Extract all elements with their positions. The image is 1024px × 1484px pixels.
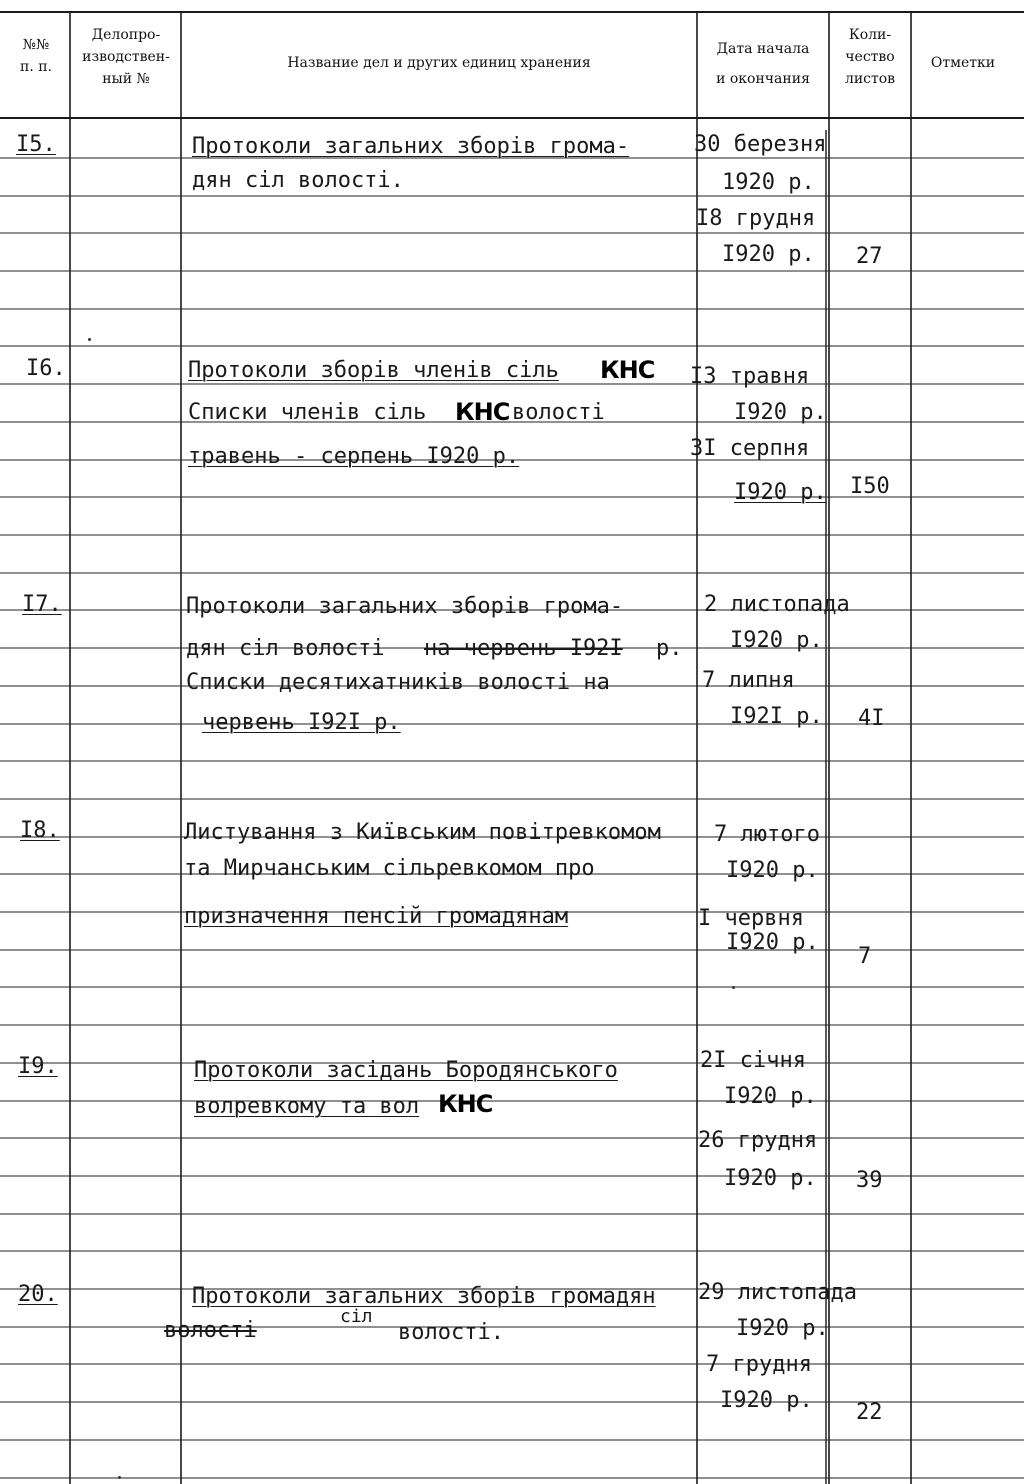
entry-17-sheets: 4I bbox=[858, 706, 885, 731]
entry-18-sheets: 7 bbox=[858, 944, 872, 969]
entry-19-end-year: I920 р. bbox=[724, 1166, 817, 1191]
entry-15-start-year: 1920 р. bbox=[722, 170, 815, 195]
entry-15-sheets: 27 bbox=[856, 244, 883, 269]
entry-16-title-line-1: Протоколи зборів членів сіль bbox=[188, 358, 559, 383]
entry-16-number: I6. bbox=[26, 356, 66, 381]
entry-20-start-date: 29 листопада bbox=[698, 1280, 857, 1305]
entry-18-title-line-2: та Мирчанським сільревкомом про bbox=[184, 856, 595, 881]
entry-15-start-date: 30 березня bbox=[694, 132, 827, 157]
entry-18-title-line-3: призначення пенсій громадянам bbox=[184, 904, 569, 929]
entry-16-start-year: I920 р. bbox=[734, 400, 827, 425]
entry-16-title-line-3: травень - серпень I920 р. bbox=[188, 444, 520, 469]
entry-20-sheets: 22 bbox=[856, 1400, 883, 1425]
entry-17-title-tail: р. bbox=[656, 636, 683, 661]
ink-speck bbox=[732, 986, 735, 989]
entry-20-end-date: 7 грудня bbox=[706, 1352, 812, 1377]
entry-15-title-line-2: дян сіл волості. bbox=[192, 168, 404, 193]
entry-16-handwritten-kns-1: КНС bbox=[600, 356, 655, 384]
entry-19-end-date: 26 грудня bbox=[698, 1128, 818, 1153]
entry-17-struck-text: на червень I92I bbox=[424, 636, 623, 661]
entry-19-start-year: I920 р. bbox=[724, 1084, 817, 1109]
entry-20-end-year: I920 р. bbox=[720, 1388, 813, 1413]
entry-17-title-line-3: Списки десятихатників волості на bbox=[186, 670, 610, 695]
entry-17-title-line-1: Протоколи загальних зборів грома- bbox=[186, 594, 624, 619]
entry-20-number: 20. bbox=[18, 1282, 58, 1307]
entry-16-handwritten-kns-2: КНС bbox=[455, 398, 510, 426]
entry-17-end-date: 7 липня bbox=[702, 668, 795, 693]
entry-18-start-year: I920 р. bbox=[726, 858, 819, 883]
entry-16-end-date: 3I серпня bbox=[690, 436, 810, 461]
entry-19-sheets: 39 bbox=[856, 1168, 883, 1193]
entry-17-title-line-2: дян сіл волості bbox=[186, 636, 385, 661]
entry-20-struck-text: волості bbox=[164, 1318, 257, 1343]
entry-19-number: I9. bbox=[18, 1054, 58, 1079]
entry-19-handwritten-kns: КНС bbox=[438, 1090, 493, 1118]
entry-17-number: I7. bbox=[22, 592, 62, 617]
entry-18-title-line-1: Листування з Київським повітревкомом bbox=[184, 820, 661, 845]
entry-19-title-line-2: волревкому та вол bbox=[194, 1094, 420, 1119]
entry-18-end-year: I920 р. bbox=[726, 930, 819, 955]
entry-16-title-suffix: волості bbox=[512, 400, 605, 425]
entry-16-title-line-2: Списки членів сіль bbox=[188, 400, 427, 425]
entry-16-start-date: I3 травня bbox=[690, 364, 810, 389]
entry-18-start-date: 7 лютого bbox=[714, 822, 820, 847]
entry-15-end-year: I920 р. bbox=[722, 242, 815, 267]
ink-speck bbox=[118, 1476, 121, 1479]
header-file-number: Делопро- изводствен- ный № bbox=[82, 27, 170, 87]
entry-15-number: I5. bbox=[16, 132, 56, 157]
entry-20-start-year: I920 р. bbox=[736, 1316, 829, 1341]
entry-15-end-date: I8 грудня bbox=[696, 206, 816, 231]
header-title: Название дел и других единиц хранения bbox=[287, 55, 591, 71]
entry-17-end-year: I92I р. bbox=[730, 704, 823, 729]
entry-17-title-line-4: червень I92I р. bbox=[202, 710, 401, 735]
entry-20-inserted-text: сіл bbox=[340, 1306, 373, 1327]
header-number: №№ п. п. bbox=[19, 37, 52, 75]
entry-20-title-line-2: волості. bbox=[398, 1320, 504, 1345]
entry-19-start-date: 2I січня bbox=[700, 1048, 806, 1073]
entry-18-number: I8. bbox=[20, 818, 60, 843]
entry-16-sheets: I50 bbox=[850, 474, 890, 499]
header-notes: Отметки bbox=[930, 55, 996, 71]
ink-speck bbox=[88, 338, 91, 341]
entry-20-title-line-1: Протоколи загальних зборів громадян bbox=[192, 1284, 656, 1309]
entry-18-end-date: I червня bbox=[698, 906, 804, 931]
header-dates: Дата начала и окончания bbox=[716, 41, 810, 87]
entry-19-title-line-1: Протоколи засідань Бородянського bbox=[194, 1058, 618, 1083]
entry-17-start-date: 2 листопада bbox=[704, 592, 850, 617]
entry-15-title-line-1: Протоколи загальних зборів грома- bbox=[192, 134, 630, 159]
entry-17-start-year: I920 р. bbox=[730, 628, 823, 653]
entry-16-end-year: I920 р. bbox=[734, 480, 827, 505]
header-sheets: Коли- чество листов bbox=[844, 27, 896, 87]
